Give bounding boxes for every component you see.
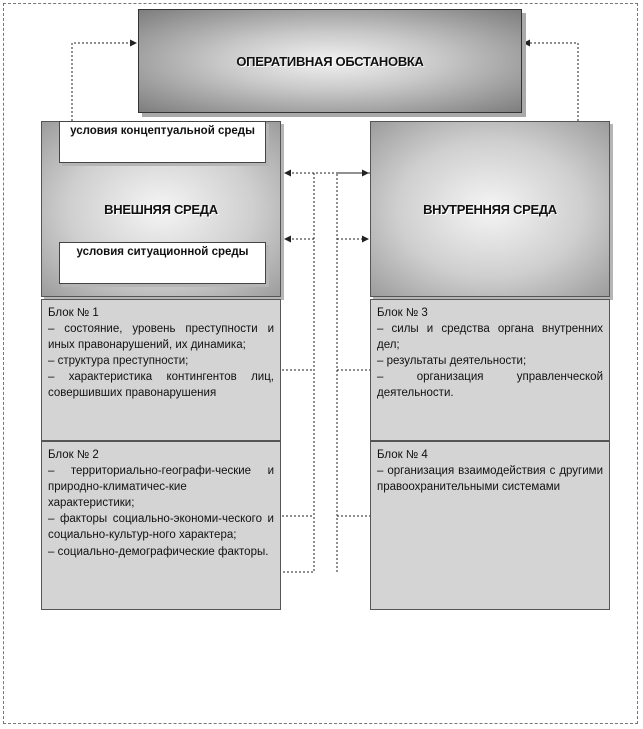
- block-3-item: – результаты деятельности;: [377, 355, 527, 368]
- block-4-title: Блок № 4: [377, 449, 428, 461]
- block-4-item: – организация взаимодействия с другими правоохранительными системами: [377, 465, 603, 494]
- left-to-top-arrow: [72, 43, 136, 121]
- situational-conditions-box: [59, 242, 266, 284]
- internal-environment-title: ВНУТРЕННЯЯ СРЕДА: [423, 201, 557, 217]
- operational-situation-title: ОПЕРАТИВНАЯ ОБСТАНОВКА: [236, 53, 424, 69]
- block-1-item: – состояние, уровень преступности и иных правонарушений, их динамика;: [48, 323, 274, 352]
- block-2-item: – факторы социально-экономи-ческого и социально-культур-ного характера;: [48, 513, 274, 542]
- block-3-item: – силы и средства органа внутренних дел;: [377, 323, 603, 352]
- block-2-item: – социально-демографические факторы.: [48, 545, 269, 558]
- block-2-title: Блок № 2: [48, 449, 99, 461]
- situational-conditions-label: условия ситуационной среды: [76, 246, 249, 258]
- middle-connector-2: [337, 173, 368, 572]
- internal-environment-box: [370, 121, 610, 297]
- conceptual-conditions-box: [59, 121, 266, 163]
- right-to-top-arrow: [524, 43, 578, 121]
- block-1-item: – структура преступности;: [48, 355, 189, 368]
- block-3-item: – организация управленческой деятельности.: [377, 371, 603, 400]
- block-1-item: – характеристика контингентов лиц, совершивших правонарушения: [48, 371, 274, 400]
- block-4: [370, 441, 610, 610]
- block-1-title: Блок № 1: [48, 307, 99, 319]
- middle-connector-1: [282, 173, 370, 572]
- block-3: [370, 299, 610, 441]
- block-2-item: – территориально-географи-ческие и природно-климатичес-кие характеристики;: [48, 465, 274, 510]
- operational-situation-box: [138, 9, 522, 113]
- conceptual-conditions-label: условия концептуальной среды: [70, 125, 255, 137]
- external-environment-title: ВНЕШНЯЯ СРЕДА: [104, 201, 218, 217]
- block-1: [41, 299, 281, 441]
- block-2: [41, 441, 281, 610]
- block-3-title: Блок № 3: [377, 307, 428, 319]
